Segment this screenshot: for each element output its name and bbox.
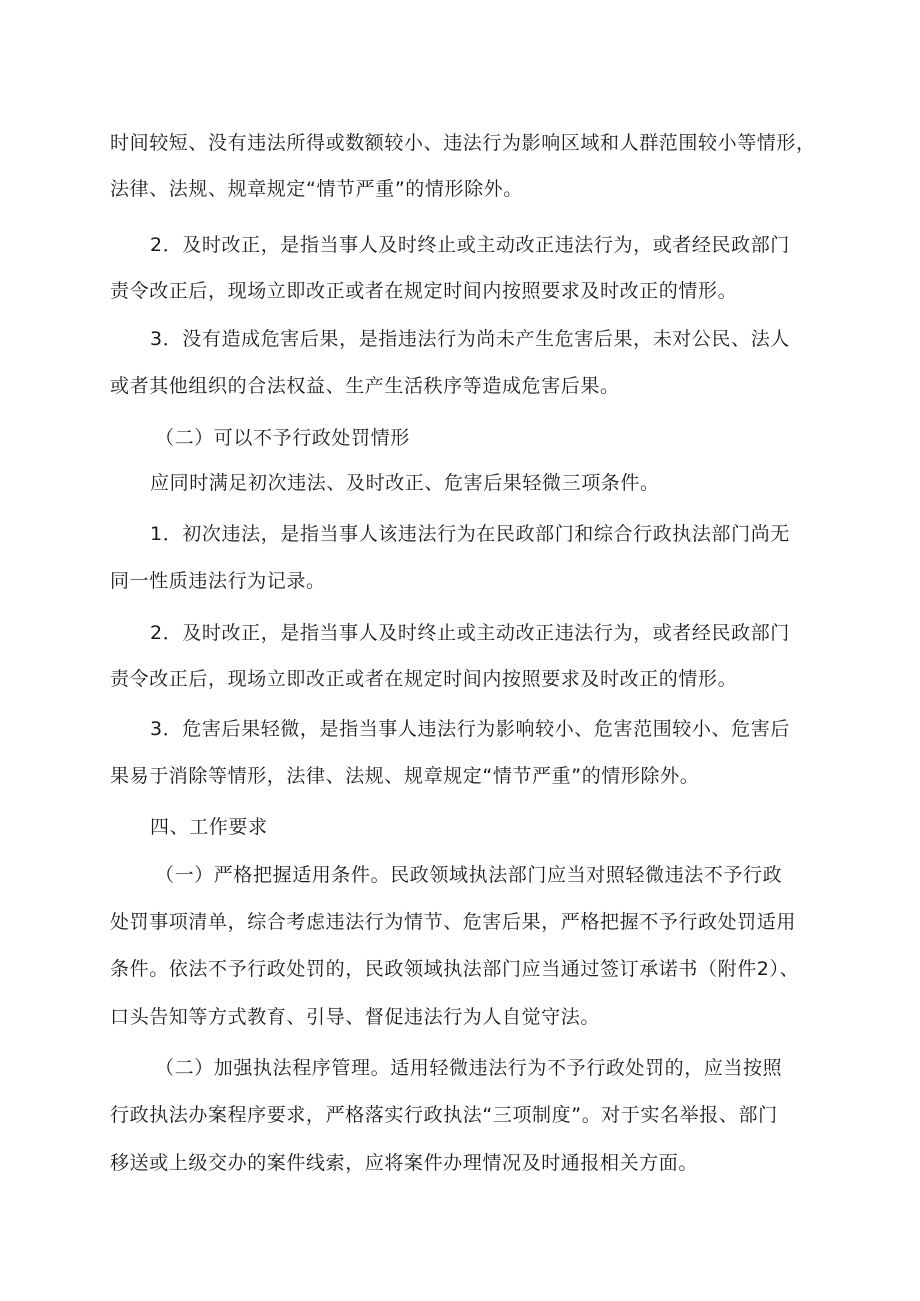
body-text-line: 责令改正后，现场立即改正或者在规定时间内按照要求及时改正的情形。 (110, 280, 738, 302)
section-heading: 四、工作要求 (150, 816, 268, 838)
body-text-line: 责令改正后，现场立即改正或者在规定时间内按照要求及时改正的情形。 (110, 668, 738, 690)
body-text-line: 处罚事项清单，综合考虑违法行为情节、危害后果，严格把握不予行政处罚适用 (110, 911, 797, 933)
body-text-line: 2．及时改正，是指当事人及时终止或主动改正违法行为，或者经民政部门 (150, 234, 790, 256)
body-text-line: 条件。依法不予行政处罚的，民政领域执法部门应当通过签订承诺书（附件2）、 (110, 958, 800, 980)
body-text-line: 移送或上级交办的案件线索，应将案件办理情况及时通报相关方面。 (110, 1152, 699, 1174)
body-text-line: 3．危害后果轻微，是指当事人违法行为影响较小、危害范围较小、危害后 (150, 718, 790, 740)
body-text-line: 2．及时改正，是指当事人及时终止或主动改正违法行为，或者经民政部门 (150, 622, 790, 644)
body-text-line: （二）加强执法程序管理。适用轻微违法行为不予行政处罚的，应当按照 (155, 1057, 783, 1079)
body-text-line: 法律、法规、规章规定“情节严重”的情形除外。 (110, 178, 523, 200)
body-text-line: 1．初次违法，是指当事人该违法行为在民政部门和综合行政执法部门尚无 (150, 523, 790, 545)
body-text-line: 或者其他组织的合法权益、生产生活秩序等造成危害后果。 (110, 375, 620, 397)
body-text-line: 口头告知等方式教育、引导、督促违法行为人自觉守法。 (110, 1006, 601, 1028)
body-text-line: 果易于消除等情形，法律、法规、规章规定“情节严重”的情形除外。 (110, 765, 700, 787)
body-text-line: 时间较短、没有违法所得或数额较小、违法行为影响区域和人群范围较小等情形， (110, 132, 816, 154)
body-text-line: 同一性质违法行为记录。 (110, 570, 326, 592)
body-text-line: 行政执法办案程序要求，严格落实行政执法“三项制度”。对于实名举报、部门 (110, 1104, 778, 1126)
body-text-line: 3．没有造成危害后果，是指违法行为尚未产生危害后果，未对公民、法人 (150, 328, 790, 350)
section-subheading: （二）可以不予行政处罚情形 (155, 427, 410, 449)
body-text-line: （一）严格把握适用条件。民政领域执法部门应当对照轻微违法不予行政 (155, 864, 783, 886)
body-text-line: 应同时满足初次违法、及时改正、危害后果轻微三项条件。 (150, 472, 660, 494)
